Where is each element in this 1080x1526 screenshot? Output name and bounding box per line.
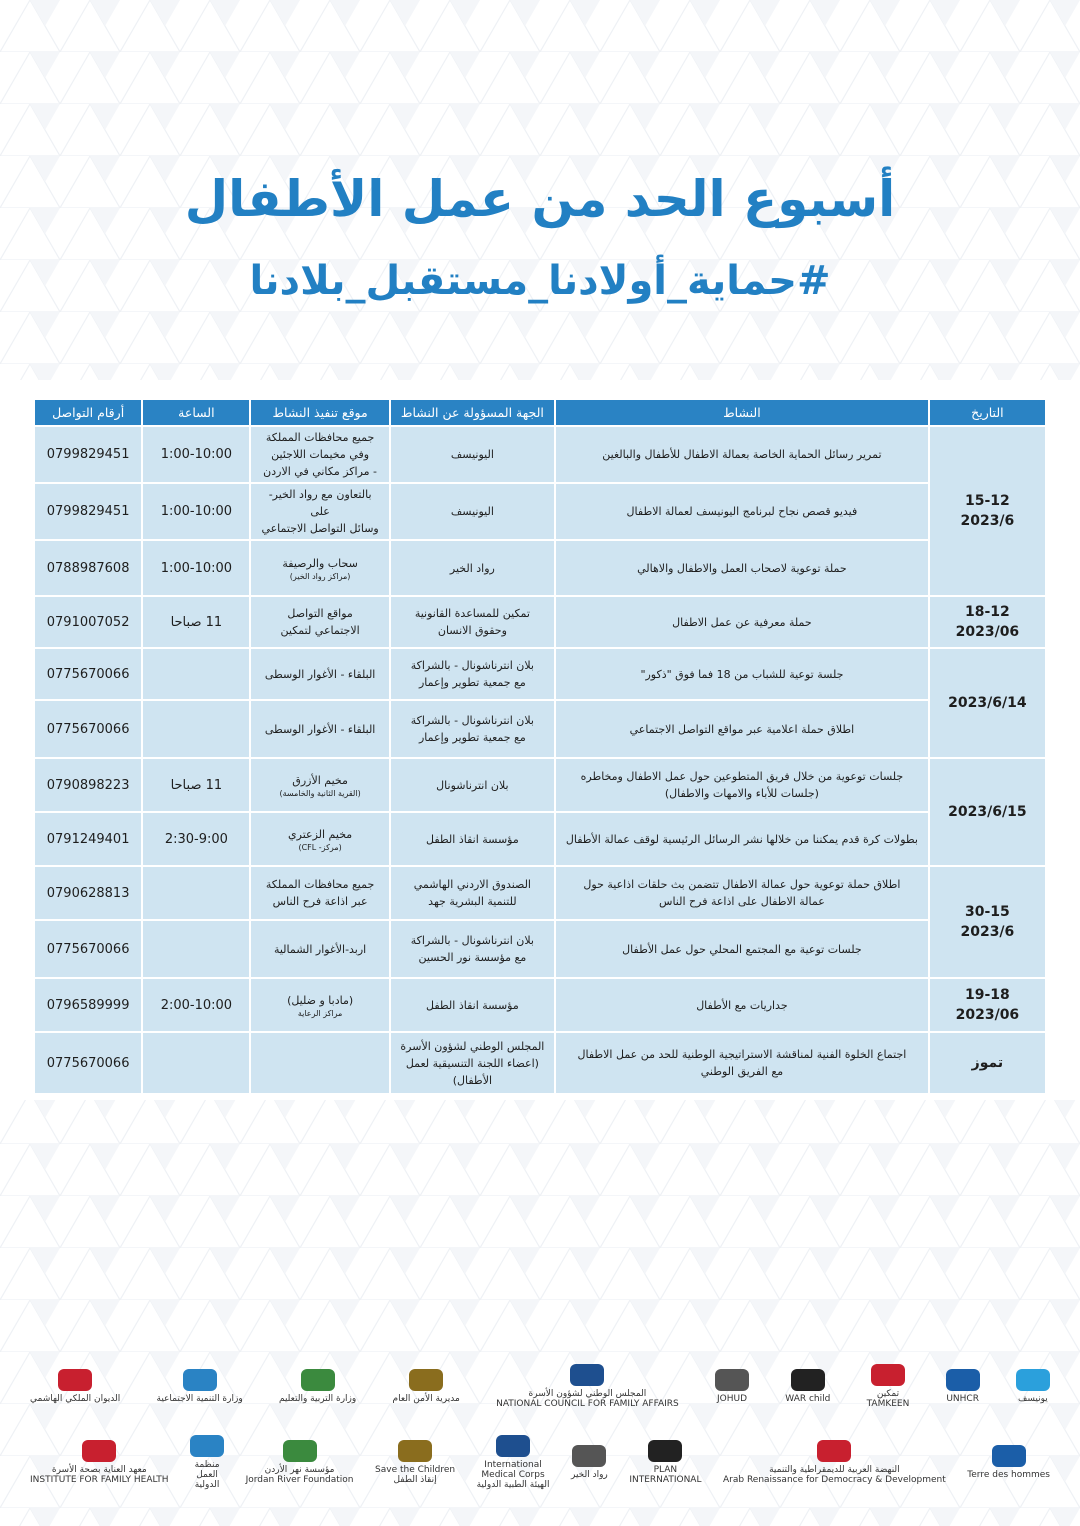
date-cell: 2023/6/15 — [930, 759, 1045, 865]
time-cell — [143, 597, 249, 647]
phone-cell-text: 0791249401 — [46, 831, 130, 847]
time-cell-text: 1:00-10:00 — [160, 447, 233, 462]
location-cell-text: مواقع التواصل الاجتماعي لتمكين — [280, 607, 360, 637]
education-ministry-logo-text: وزارة التربية والتعليم — [278, 1393, 357, 1404]
location-cell-text: البلقاء - الأغوار الوسطى — [264, 667, 376, 681]
phone-cell-text: 0796589999 — [46, 997, 130, 1013]
location-note: (القرية الثانية والخامسة) — [279, 788, 361, 798]
location-cell-text: بالتعاون مع رواد الخير- على وسائل التواصل الاجتماعي — [261, 488, 379, 535]
time-cell-text: 2:30-9:00 — [164, 831, 228, 847]
responsible-cell — [391, 979, 554, 1031]
header-time: الساعة — [143, 400, 249, 425]
location-cell — [251, 921, 388, 977]
ardd-logo — [723, 1440, 946, 1485]
responsible-cell — [391, 427, 554, 482]
ncfa-logo — [496, 1364, 679, 1409]
jordan-river-emblem-icon — [283, 1440, 317, 1462]
responsible-cell — [391, 813, 554, 865]
war-child-logo-text: WAR child — [785, 1393, 831, 1404]
imc-emblem-icon — [496, 1435, 530, 1457]
responsible-cell-text: بلان انترناشونال - بالشراكة مع جمعية تطوير وإعمار — [410, 714, 534, 744]
phone-cell[interactable] — [35, 867, 141, 919]
ardd-emblem-icon — [817, 1440, 851, 1462]
terre-des-hommes-emblem-icon — [992, 1445, 1026, 1467]
tamkeen-emblem-icon — [871, 1364, 905, 1386]
location-cell-text: اربد-الأغوار الشمالية — [273, 942, 367, 956]
responsible-cell — [391, 759, 554, 811]
activity-cell — [556, 427, 928, 482]
phone-cell-text: 0790898223 — [46, 777, 130, 793]
responsible-cell-text: بلان انترناشونال — [436, 778, 509, 792]
table-row — [35, 759, 1045, 811]
location-note: (مراكز رواد الخير) — [289, 571, 351, 581]
table-row — [35, 649, 1045, 699]
location-note: مراكز الرعاية — [297, 1008, 343, 1018]
responsible-cell-text: اليونيسف — [450, 448, 494, 461]
ruwwad-logo — [571, 1445, 608, 1480]
responsible-cell-text: بلان انترناشونال - بالشراكة مع مؤسسة نور الحسين — [410, 934, 534, 964]
phone-cell[interactable] — [35, 1033, 141, 1093]
ifh-logo-text: معهد العناية بصحة الأسرة INSTITUTE FOR FAMILY HEALTH — [30, 1464, 169, 1485]
date-cell: 15-12 2023/6 — [930, 427, 1045, 595]
responsible-cell — [391, 597, 554, 647]
ardd-logo-text: النهضة العربية للديمقراطية والتنمية Arab Renaissance for Democracy & Development — [723, 1464, 946, 1485]
location-cell — [251, 759, 388, 811]
time-cell — [143, 427, 249, 482]
activity-cell — [556, 867, 928, 919]
ilo-emblem-icon — [190, 1435, 224, 1457]
tamkeen-logo-text: تمكين TAMKEEN — [866, 1388, 910, 1409]
table-row — [35, 427, 1045, 482]
page-title: أسبوع الحد من عمل الأطفال — [184, 170, 896, 228]
phone-cell-text: 0775670066 — [46, 666, 130, 682]
phone-cell[interactable] — [35, 813, 141, 865]
responsible-cell — [391, 541, 554, 595]
header-responsible: الجهة المسؤولة عن النشاط — [391, 400, 554, 425]
table-row — [35, 484, 1045, 539]
responsible-cell — [391, 1033, 554, 1093]
phone-cell[interactable] — [35, 979, 141, 1031]
responsible-cell — [391, 921, 554, 977]
unhcr-logo-text: UNHCR — [946, 1393, 979, 1404]
imc-logo-text: International Medical Corps الهيئة الطبية الدولية — [476, 1459, 550, 1490]
terre-des-hommes-logo-text: Terre des hommes — [967, 1469, 1050, 1480]
social-development-logo — [157, 1369, 243, 1404]
johud-logo — [715, 1369, 749, 1404]
table-row — [35, 597, 1045, 647]
partner-logos-row-2 — [30, 1432, 1050, 1492]
activity-cell — [556, 541, 928, 595]
date-cell: 2023/6/14 — [930, 649, 1045, 757]
hashtag-title: #حماية_أولادنا_مستقبل_بلادنا — [249, 258, 831, 304]
activity-cell-text: اطلاق حملة توعوية حول عمالة الاطفال تتضمن بث حلقات اذاعية حول عمالة الاطفال على اذاعة فرح الناس — [583, 878, 901, 908]
time-cell-text: 1:00-10:00 — [160, 560, 233, 576]
ruwwad-logo-text: رواد الخير — [570, 1469, 608, 1480]
phone-cell-text: 0788987608 — [46, 560, 130, 576]
johud-emblem-icon — [715, 1369, 749, 1391]
table-header-row — [35, 400, 1045, 425]
unicef-logo — [1016, 1369, 1050, 1404]
time-cell — [143, 541, 249, 595]
imc-logo — [477, 1435, 550, 1490]
activity-cell — [556, 921, 928, 977]
activity-cell — [556, 759, 928, 811]
time-cell-text: 11 صباحا — [170, 777, 223, 793]
location-cell — [251, 813, 388, 865]
time-cell — [143, 759, 249, 811]
location-cell — [251, 979, 388, 1031]
location-cell — [251, 1033, 388, 1093]
location-cell — [251, 649, 388, 699]
ifh-logo — [30, 1440, 169, 1485]
save-the-children-logo-text: Save the Children إنقاذ الطفل — [375, 1464, 456, 1485]
activity-cell — [556, 597, 928, 647]
plan-logo-text: PLAN INTERNATIONAL — [629, 1464, 702, 1485]
activity-cell-text: اطلاق حملة اعلامية عبر مواقع التواصل الاجتماعي — [629, 722, 855, 736]
table-row — [35, 1033, 1045, 1093]
activity-cell-text: بطولات كرة قدم يمكننا من خلالها نشر الرسائل الرئيسية لوقف عمالة الأطفال — [565, 832, 918, 846]
unicef-logo-text: يونيسف — [1018, 1393, 1048, 1404]
responsible-cell — [391, 649, 554, 699]
social-development-emblem-icon — [183, 1369, 217, 1391]
location-cell-text: البلقاء - الأغوار الوسطى — [264, 722, 376, 736]
location-cell-text: سحاب والرصيفة — [282, 556, 358, 570]
date-cell: تموز — [930, 1033, 1045, 1093]
phone-cell[interactable] — [35, 541, 141, 595]
ncfa-emblem-icon — [570, 1364, 604, 1386]
date-cell: 19-18 2023/06 — [930, 979, 1045, 1031]
location-cell — [251, 484, 388, 539]
responsible-cell-text: رواد الخير — [449, 561, 495, 575]
time-cell — [143, 1033, 249, 1093]
terre-des-hommes-logo — [967, 1445, 1050, 1480]
plan-emblem-icon — [648, 1440, 682, 1462]
phone-cell[interactable] — [35, 759, 141, 811]
table-row — [35, 541, 1045, 595]
responsible-cell-text: مؤسسة انقاذ الطفل — [426, 832, 519, 846]
ifh-emblem-icon — [82, 1440, 116, 1462]
responsible-cell — [391, 701, 554, 757]
responsible-cell-text: المجلس الوطني لشؤون الأسرة (اعضاء اللجنة التنسيقية لعمل الأطفال) — [400, 1039, 545, 1087]
table-row — [35, 867, 1045, 919]
activity-cell-text: اجتماع الخلوة الفنية لمناقشة الاستراتيجية الوطنية للحد من عمل الاطفال مع الفريق الوطني — [577, 1048, 907, 1078]
time-cell-text: 1:00-10:00 — [160, 504, 233, 519]
phone-cell-text: 0775670066 — [46, 721, 130, 737]
ncfa-logo-text: المجلس الوطني لشؤون الأسرة NATIONAL COUNCIL FOR FAMILY AFFAIRS — [496, 1388, 679, 1409]
header-phone: أرقام التواصل — [35, 400, 141, 425]
activity-cell-text: حملة معرفية عن عمل الاطفال — [672, 615, 812, 629]
activity-cell-text: جداريات مع الأطفال — [696, 998, 788, 1012]
phone-cell-text: 0790628813 — [46, 885, 130, 901]
ruwwad-emblem-icon — [572, 1445, 606, 1467]
royal-court-emblem-icon — [58, 1369, 92, 1391]
location-cell-text: مخيم الزعتري — [288, 827, 353, 841]
education-ministry-logo — [279, 1369, 356, 1404]
activity-cell-text: جلسة توعية للشباب من 18 فما فوق "ذكور" — [640, 667, 844, 681]
location-cell — [251, 867, 388, 919]
public-security-logo — [393, 1369, 460, 1404]
phone-cell-text: 0775670066 — [46, 1055, 130, 1071]
table-row — [35, 813, 1045, 865]
activity-cell-text: جلسات توعية مع المجتمع المحلي حول عمل الأطفال — [622, 942, 862, 956]
responsible-cell-text: الصندوق الاردني الهاشمي للتنمية البشرية جهد — [413, 878, 531, 908]
phone-cell-text: 0799829451 — [46, 504, 130, 519]
activity-cell — [556, 1033, 928, 1093]
location-cell — [251, 597, 388, 647]
royal-court-logo — [30, 1369, 120, 1404]
public-security-logo-text: مديرية الأمن العام — [392, 1393, 460, 1404]
activity-cell — [556, 701, 928, 757]
schedule-table — [33, 398, 1047, 1095]
activity-cell-text: تمرير رسائل الحماية الخاصة بعمالة الاطفال للأطفال والبالغين — [602, 448, 882, 461]
plan-logo — [629, 1440, 701, 1485]
date-cell: 18-12 2023/06 — [930, 597, 1045, 647]
responsible-cell — [391, 484, 554, 539]
location-cell — [251, 427, 388, 482]
header-location: موقع تنفيذ النشاط — [251, 400, 388, 425]
time-cell — [143, 813, 249, 865]
header-activity: النشاط — [556, 400, 928, 425]
jordan-river-logo — [246, 1440, 354, 1485]
phone-cell[interactable] — [35, 597, 141, 647]
jordan-river-logo-text: مؤسسة نهر الأردن Jordan River Foundation — [245, 1464, 354, 1485]
time-cell — [143, 484, 249, 539]
education-ministry-emblem-icon — [301, 1369, 335, 1391]
phone-cell[interactable] — [35, 701, 141, 757]
responsible-cell-text: مؤسسة انقاذ الطفل — [426, 998, 519, 1012]
johud-logo-text: JOHUD — [717, 1393, 748, 1404]
phone-cell[interactable] — [35, 921, 141, 977]
table-row — [35, 979, 1045, 1031]
activity-cell-text: فيديو قصص نجاح لبرنامج اليونيسف لعمالة الاطفال — [626, 505, 858, 518]
responsible-cell-text: تمكين للمساعدة القانونية وحقوق الانسان — [414, 607, 530, 637]
time-cell-text: 2:00-10:00 — [160, 997, 233, 1013]
royal-court-logo-text: الديوان الملكي الهاشمي — [30, 1393, 121, 1404]
header-date: التاريخ — [930, 400, 1045, 425]
responsible-cell-text: بلان انترناشونال - بالشراكة مع جمعية تطوير وإعمار — [410, 659, 534, 689]
war-child-logo — [785, 1369, 830, 1404]
activity-cell-text: حملة توعوية لاصحاب العمل والاطفال والاهالي — [637, 561, 847, 575]
activity-cell-text: جلسات توعوية من خلال فريق المتطوعين حول عمل الاطفال ومخاطره (جلسات للأباء والامهات والاطفال) — [580, 770, 904, 800]
unhcr-emblem-icon — [946, 1369, 980, 1391]
location-cell-text: (مادبا و ضليل) — [287, 993, 354, 1007]
phone-cell-text: 0791007052 — [46, 614, 130, 630]
location-cell — [251, 541, 388, 595]
time-cell-text: 11 صباحا — [170, 614, 223, 630]
location-cell-text: جميع محافظات المملكة وفي مخيمات اللاجئين - مراكز مكاني في الاردن — [263, 431, 378, 478]
location-cell-text: جميع محافظات المملكة عبر اذاعة فرح الناس — [265, 878, 375, 908]
responsible-cell-text: اليونيسف — [450, 505, 494, 518]
time-cell — [143, 701, 249, 757]
table-row — [35, 921, 1045, 977]
activity-cell — [556, 979, 928, 1031]
activity-cell — [556, 484, 928, 539]
unhcr-logo — [946, 1369, 980, 1404]
responsible-cell — [391, 867, 554, 919]
activity-cell — [556, 813, 928, 865]
public-security-emblem-icon — [409, 1369, 443, 1391]
table-row — [35, 701, 1045, 757]
war-child-emblem-icon — [791, 1369, 825, 1391]
time-cell — [143, 649, 249, 699]
tamkeen-logo — [867, 1364, 910, 1409]
ilo-logo-text: منظمة العمل الدولية — [194, 1459, 220, 1490]
phone-cell-text: 0799829451 — [46, 447, 130, 462]
save-the-children-emblem-icon — [398, 1440, 432, 1462]
location-note: (مركز- CFL) — [298, 842, 342, 852]
activity-cell — [556, 649, 928, 699]
location-cell — [251, 701, 388, 757]
save-the-children-logo — [375, 1440, 455, 1485]
phone-cell[interactable] — [35, 649, 141, 699]
phone-cell-text: 0775670066 — [46, 941, 130, 957]
phone-cell[interactable] — [35, 427, 141, 482]
date-cell: 30-15 2023/6 — [930, 867, 1045, 977]
time-cell — [143, 867, 249, 919]
partner-logos-row-1 — [30, 1352, 1050, 1420]
social-development-logo-text: وزارة التنمية الاجتماعية — [156, 1393, 243, 1404]
unicef-emblem-icon — [1016, 1369, 1050, 1391]
time-cell — [143, 979, 249, 1031]
phone-cell[interactable] — [35, 484, 141, 539]
location-cell-text: مخيم الأزرق — [292, 773, 348, 787]
time-cell — [143, 921, 249, 977]
ilo-logo — [190, 1435, 224, 1490]
